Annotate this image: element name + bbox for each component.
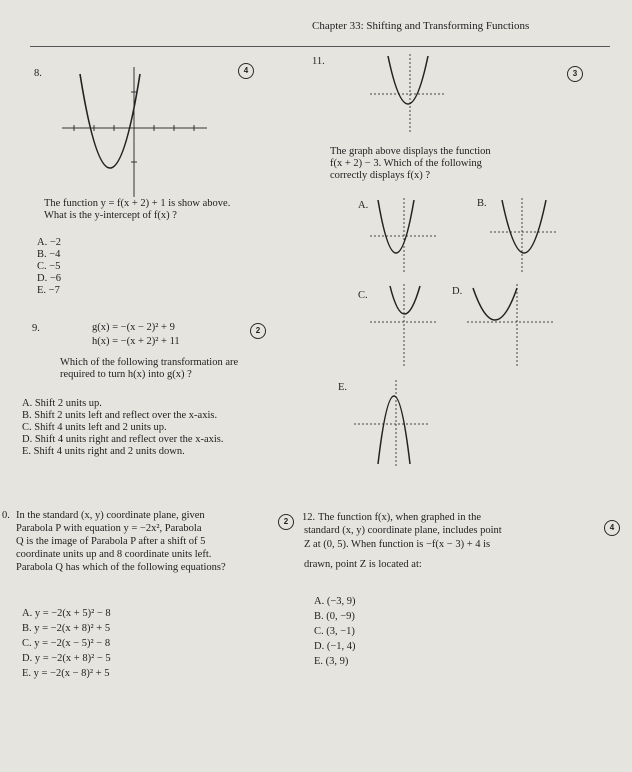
q11-main-graph	[368, 52, 448, 136]
q11-choice-a-label: A.	[358, 200, 369, 211]
q10-options	[22, 606, 111, 681]
q10-prompt-line4: coordinate units up and 8 coordinate units left.	[16, 549, 212, 560]
q11-choice-a-graph[interactable]	[368, 196, 440, 276]
q12-prompt-line1: The function f(x), when graphed in the	[318, 512, 481, 523]
q10-option-b[interactable]: B. y = −2(x + 8)² + 5	[22, 623, 111, 634]
q11-choice-d-graph[interactable]	[465, 282, 555, 368]
q12-option-e[interactable]: E. (3, 9)	[314, 656, 349, 667]
q10-option-a[interactable]: A. y = −2(x + 5)² − 8	[22, 608, 111, 619]
q10-option-e[interactable]: E. y = −2(x − 8)² + 5	[22, 668, 110, 679]
q11-prompt-line1: The graph above displays the function	[330, 146, 491, 157]
q10-option-d[interactable]: D. y = −2(x + 8)² − 5	[22, 653, 111, 664]
q11-choice-c-label: C.	[358, 290, 368, 301]
q11-choice-e-graph[interactable]	[352, 378, 432, 468]
q10-badge: 2	[278, 514, 294, 530]
q12-badge: 4	[604, 520, 620, 536]
q9-g-definition: g(x) = −(x − 2)² + 9	[92, 322, 175, 333]
q8-option-d[interactable]: D. −6	[37, 273, 62, 284]
q9-option-a[interactable]: A. Shift 2 units up.	[22, 398, 102, 409]
q9-h-definition: h(x) = −(x + 2)² + 11	[92, 336, 180, 347]
q10-prompt-line5: Parabola Q has which of the following equations?	[16, 562, 226, 573]
q8-option-e[interactable]: E. −7	[37, 285, 60, 296]
q12-option-c[interactable]: C. (3, −1)	[314, 626, 355, 637]
q11-choice-d-label: D.	[452, 286, 463, 297]
q11-prompt-line3: correctly displays f(x) ?	[330, 170, 431, 181]
q9-option-b[interactable]: B. Shift 2 units left and reflect over the x-axis.	[22, 410, 218, 421]
q9-option-c[interactable]: C. Shift 4 units left and 2 units up.	[22, 422, 167, 433]
q8-number: 8.	[34, 68, 42, 79]
q9-option-e[interactable]: E. Shift 4 units right and 2 units down.	[22, 446, 185, 457]
q11-prompt-line2: f(x + 2) − 3. Which of the following	[330, 158, 482, 169]
q8-prompt-line2: What is the y-intercept of f(x) ?	[44, 210, 177, 221]
q9-prompt-line2: required to turn h(x) into g(x) ?	[60, 369, 192, 380]
q10-prompt-line3: Q is the image of Parabola P after a shift of 5	[16, 536, 206, 547]
chapter-title: Chapter 33: Shifting and Transforming Functions	[312, 20, 530, 32]
q11-badge: 3	[567, 66, 583, 82]
q11-choice-b-graph[interactable]	[488, 196, 560, 276]
q9-option-d[interactable]: D. Shift 4 units right and reflect over the x-axis.	[22, 434, 224, 445]
q9-prompt-line1: Which of the following transformation are	[60, 357, 239, 368]
q8-graph	[52, 62, 212, 202]
q11-number: 11.	[312, 56, 325, 67]
q8-options	[37, 237, 61, 297]
q11-choice-b-label: B.	[477, 198, 487, 209]
q8-prompt-line1: The function y = f(x + 2) + 1 is show above.	[44, 198, 231, 209]
q12-prompt-line2: standard (x, y) coordinate plane, includes point	[304, 525, 502, 536]
q11-choice-c-graph[interactable]	[368, 282, 440, 368]
q8-option-c[interactable]: C. −5	[37, 261, 61, 272]
q12-option-d[interactable]: D. (−1, 4)	[314, 641, 356, 652]
q12-option-a[interactable]: A. (−3, 9)	[314, 596, 356, 607]
q8-badge: 4	[238, 63, 254, 79]
q10-number: 0.	[2, 510, 10, 521]
q9-number: 9.	[32, 323, 40, 334]
q10-prompt-line1: In the standard (x, y) coordinate plane, given	[16, 510, 205, 521]
q8-option-a[interactable]: A. −2	[37, 237, 62, 248]
q10-prompt-line2: Parabola P with equation y = −2x², Parabola	[16, 523, 202, 534]
q12-prompt-line4: drawn, point Z is located at:	[304, 559, 422, 570]
q12-prompt-line3: Z at (0, 5). When function is −f(x − 3) + 4 is	[304, 539, 491, 550]
q11-choice-e-label: E.	[338, 382, 348, 393]
q12-option-b[interactable]: B. (0, −9)	[314, 611, 355, 622]
q8-option-b[interactable]: B. −4	[37, 249, 61, 260]
q9-options	[22, 398, 224, 458]
q10-option-c[interactable]: C. y = −2(x − 5)² − 8	[22, 638, 111, 649]
header-rule	[30, 46, 610, 47]
q12-number: 12.	[302, 512, 316, 523]
q12-options	[314, 594, 356, 669]
q9-badge: 2	[250, 323, 266, 339]
